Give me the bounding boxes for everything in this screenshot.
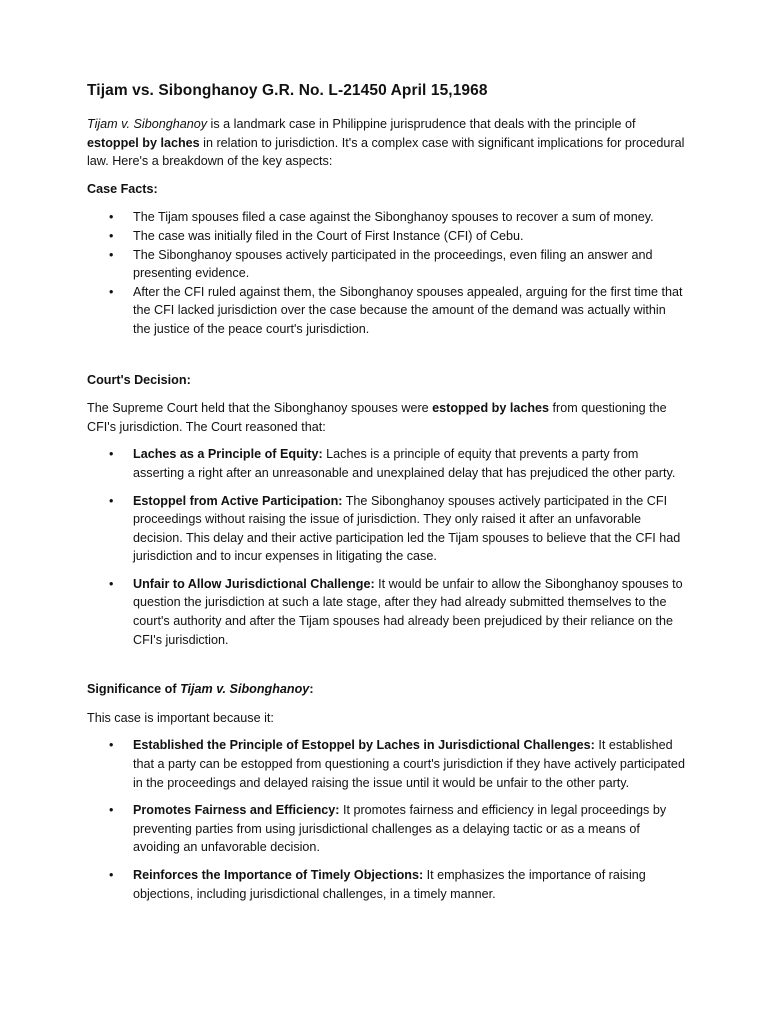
decision-bold-term: estopped by laches (432, 401, 550, 416)
intro-case-name: Tijam v. Sibonghanoy (87, 117, 208, 131)
list-item (133, 445, 686, 482)
intro-text-2: in relation to jurisdiction. It's a complex case with significant implications for procedural law. Here's a breakdown of the key aspects: (87, 135, 685, 169)
section-spacer (87, 339, 686, 361)
decision-heading: Court's Decision: (87, 372, 191, 387)
decision-list (87, 445, 686, 649)
item-text: The Sibonghanoy spouses actively participated in the CFI proceedings without raising the issue of jurisdiction. They only raised it after an unfavorable decision. This delay and their active participation led the Tijam spouses to believe that the CFI had jurisdiction and to incur expenses in litigating the case. (133, 493, 681, 564)
list-item (133, 575, 686, 649)
item-text: It established that a party can be estopped from questioning a court's jurisdiction if they have actively participated in the proceedings and delayed raising the issue until it would be unfair to the other party. (133, 738, 685, 790)
decision-text-2: from questioning the CFI's jurisdiction. The Court reasoned that: (87, 401, 667, 434)
list-item (133, 866, 686, 903)
facts-list (87, 208, 686, 338)
significance-case-name: Tijam v. Sibonghanoy (180, 682, 310, 697)
item-term: Estoppel from Active Participation: (133, 493, 343, 508)
significance-heading (87, 680, 686, 699)
intro-paragraph (87, 115, 686, 171)
significance-lead: This case is important because it: (87, 710, 274, 725)
item-text: It emphasizes the importance of raising objections, including jurisdictional challenges, in a timely manner. (133, 868, 646, 901)
item-text: It would be unfair to allow the Sibonghanoy spouses to question the jurisdiction at such a late stage, after they had already submitted themselves to the court's authority and after the Tijam spouses had already been prejudiced by their reliance on the CFI's jurisdiction. (133, 576, 683, 647)
list-item (133, 736, 686, 792)
item-term: Established the Principle of Estoppel by Laches in Jurisdictional Challenges: (133, 738, 595, 753)
item-text: It promotes fairness and efficiency in legal proceedings by preventing parties from using jurisdictional challenges as a delaying tactic or as a means of avoiding an unfavorable decision. (133, 803, 667, 855)
facts-heading: Case Facts: (87, 181, 158, 196)
item-term: Promotes Fairness and Efficiency: (133, 803, 340, 818)
significance-suffix: : (309, 682, 314, 697)
list-item: • After the CFI ruled against them, the Sibonghanoy spouses appealed, arguing for the first time that the CFI lacked jurisdiction over the case because the amount of the demand was actually within the justice of the peace court's jurisdiction. (133, 283, 686, 339)
intro-text-1: is a landmark case in Philippine jurisprudence that deals with the principle of (207, 117, 636, 131)
intro-bold-term: estoppel by laches (87, 135, 200, 150)
item-text: Laches is a principle of equity that prevents a party from asserting a right after an unreasonable and unexplained delay that has prejudiced the other party. (133, 447, 676, 480)
significance-list (87, 736, 686, 903)
significance-prefix: Significance of (87, 682, 181, 697)
list-item: • The Tijam spouses filed a case against the Sibonghanoy spouses to recover a sum of money. (133, 208, 686, 227)
item-term: Reinforces the Importance of Timely Objections: (133, 868, 424, 882)
section-spacer (87, 658, 686, 680)
decision-text-1: The Supreme Court held that the Sibonghanoy spouses were (87, 401, 433, 416)
list-item (133, 801, 686, 857)
list-item: • The Sibonghanoy spouses actively participated in the proceedings, even filing an answer and presenting evidence. (133, 246, 686, 283)
item-term: Unfair to Allow Jurisdictional Challenge: (133, 576, 375, 591)
list-item (133, 492, 686, 566)
item-term: Laches as a Principle of Equity: (133, 447, 323, 462)
list-item: • The case was initially filed in the Court of First Instance (CFI) of Cebu. (133, 227, 686, 246)
document-title: Tijam vs. Sibonghanoy G.R. No. L-21450 April 15,1968 (87, 82, 488, 99)
decision-paragraph (87, 399, 686, 436)
